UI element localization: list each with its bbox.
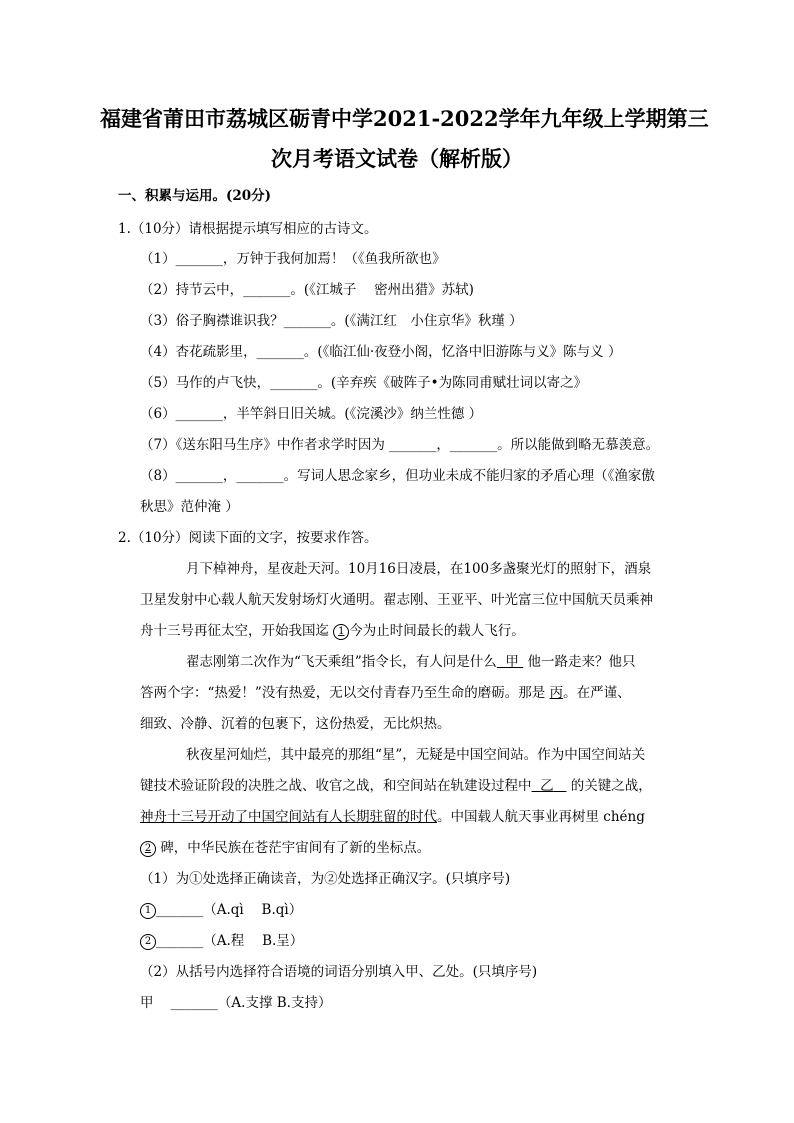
marker-circle-2: 2 [140,841,156,857]
q2-sub1-b: 2 _______（A.程 B.呈） [140,931,303,951]
q1-item-1: （1）_______，万钟于我何加焉！（《鱼我所欲也》 [140,251,446,267]
underlined-sentence: 神舟十三号开动了中国空间站有人长期驻留的时代 [140,809,437,825]
q1-item-8-cont: 秋思》范仲淹 ） [140,499,239,515]
passage-p2-line3: 细致、冷静、沉着的包裹下，这份热爱，无比炽热。 [140,716,451,732]
blank-jia: 甲 [505,654,519,670]
marker-circle-1: 1 [333,624,349,640]
q2-sub1-a: 1 _______（A.qì B.qì） [140,900,302,920]
exam-title-line1: 福建省莆田市荔城区砺青中学2021-2022学年九年级上学期第三 [100,106,709,131]
q1-item-8: （8）_______，_______。写词人思念家乡，但功业未成不能归家的矛盾心理（《渔家傲 [140,468,655,484]
marker-circle-2: 2 [140,934,156,950]
question1-stem: 1.（10分）请根据提示填写相应的古诗文。 [118,221,378,237]
q2-sub2-a: 甲 _______（A.支撑 B.支持） [140,995,332,1011]
blank-yi: 乙 [540,778,554,794]
section-heading: 一、积累与运用。(20分) [118,188,272,204]
q1-item-4: （4）杏花疏影里，_______。(《临江仙·夜登小阁，忆洛中旧游陈与义》陈与义 ） [140,344,622,360]
passage-p2-line2: 答两个字：“热爱！”没有热爱，无以交付青春乃至生命的磨砺。那是 丙。在严谨、 [140,685,631,701]
q1-item-7: （7）《送东阳马生序》中作者求学时因为 _______，_______。所以能做到略无慕羡意。 [140,437,660,453]
q1-item-2: （2）持节云中，_______。(《江城子 密州出猎》苏轼) [140,282,474,298]
exam-title-line2: 次月考语文试卷（解析版） [271,146,523,171]
q2-sub2: （2）从括号内选择符合语境的词语分别填入甲、乙处。(只填序号) [140,964,538,980]
passage-p3-line4: 2 碑，中华民族在苍茫宇宙间有了新的坐标点。 [140,838,430,858]
passage-p2-line1: 翟志刚第二次作为“飞天乘组”指令长，有人问是什么 甲 他一路走来？他只 [186,654,636,670]
passage-p1-line1: 月下棹神舟，星夜赴天河。10月16日凌晨，在100多盏聚光灯的照射下，酒泉 [186,561,652,577]
q2-sub1: （1）为①处选择正确读音，为②处选择正确汉字。(只填序号) [140,871,511,887]
passage-p3-line3: 神舟十三号开动了中国空间站有人长期驻留的时代。中国载人航天事业再树里 chéng [140,809,645,825]
q1-item-3: （3）俗子胸襟谁识我？_______。(《满江红 小住京华》秋瑾 ） [140,313,523,329]
passage-p3-line2: 键技术验证阶段的决胜之战、收官之战，和空间站在轨建设过程中 乙 的关键之战， [140,778,652,794]
q1-item-5: （5）马作的卢飞快，_______。(辛弃疾《破阵子•为陈同甫赋壮词以寄之》 [140,375,588,391]
passage-p1-line3: 舟十三号再征太空，开始我国迄 1 今为止时间最长的载人飞行。 [140,623,525,639]
question2-stem: 2.（10分）阅读下面的文字，按要求作答。 [118,530,378,546]
passage-p1-line2: 卫星发射中心载人航天发射场灯火通明。翟志刚、王亚平、叶光富三位中国航天员乘神 [140,592,653,608]
q1-item-6: （6）_______，半竿斜日旧关城。(《浣溪沙》纳兰性德 ） [140,406,483,422]
passage-p3-line1: 秋夜星河灿烂，其中最亮的那组“星”，无疑是中国空间站。作为中国空间站关 [186,747,646,763]
blank-bing: 丙 [549,685,564,701]
marker-circle-1: 1 [140,903,156,919]
